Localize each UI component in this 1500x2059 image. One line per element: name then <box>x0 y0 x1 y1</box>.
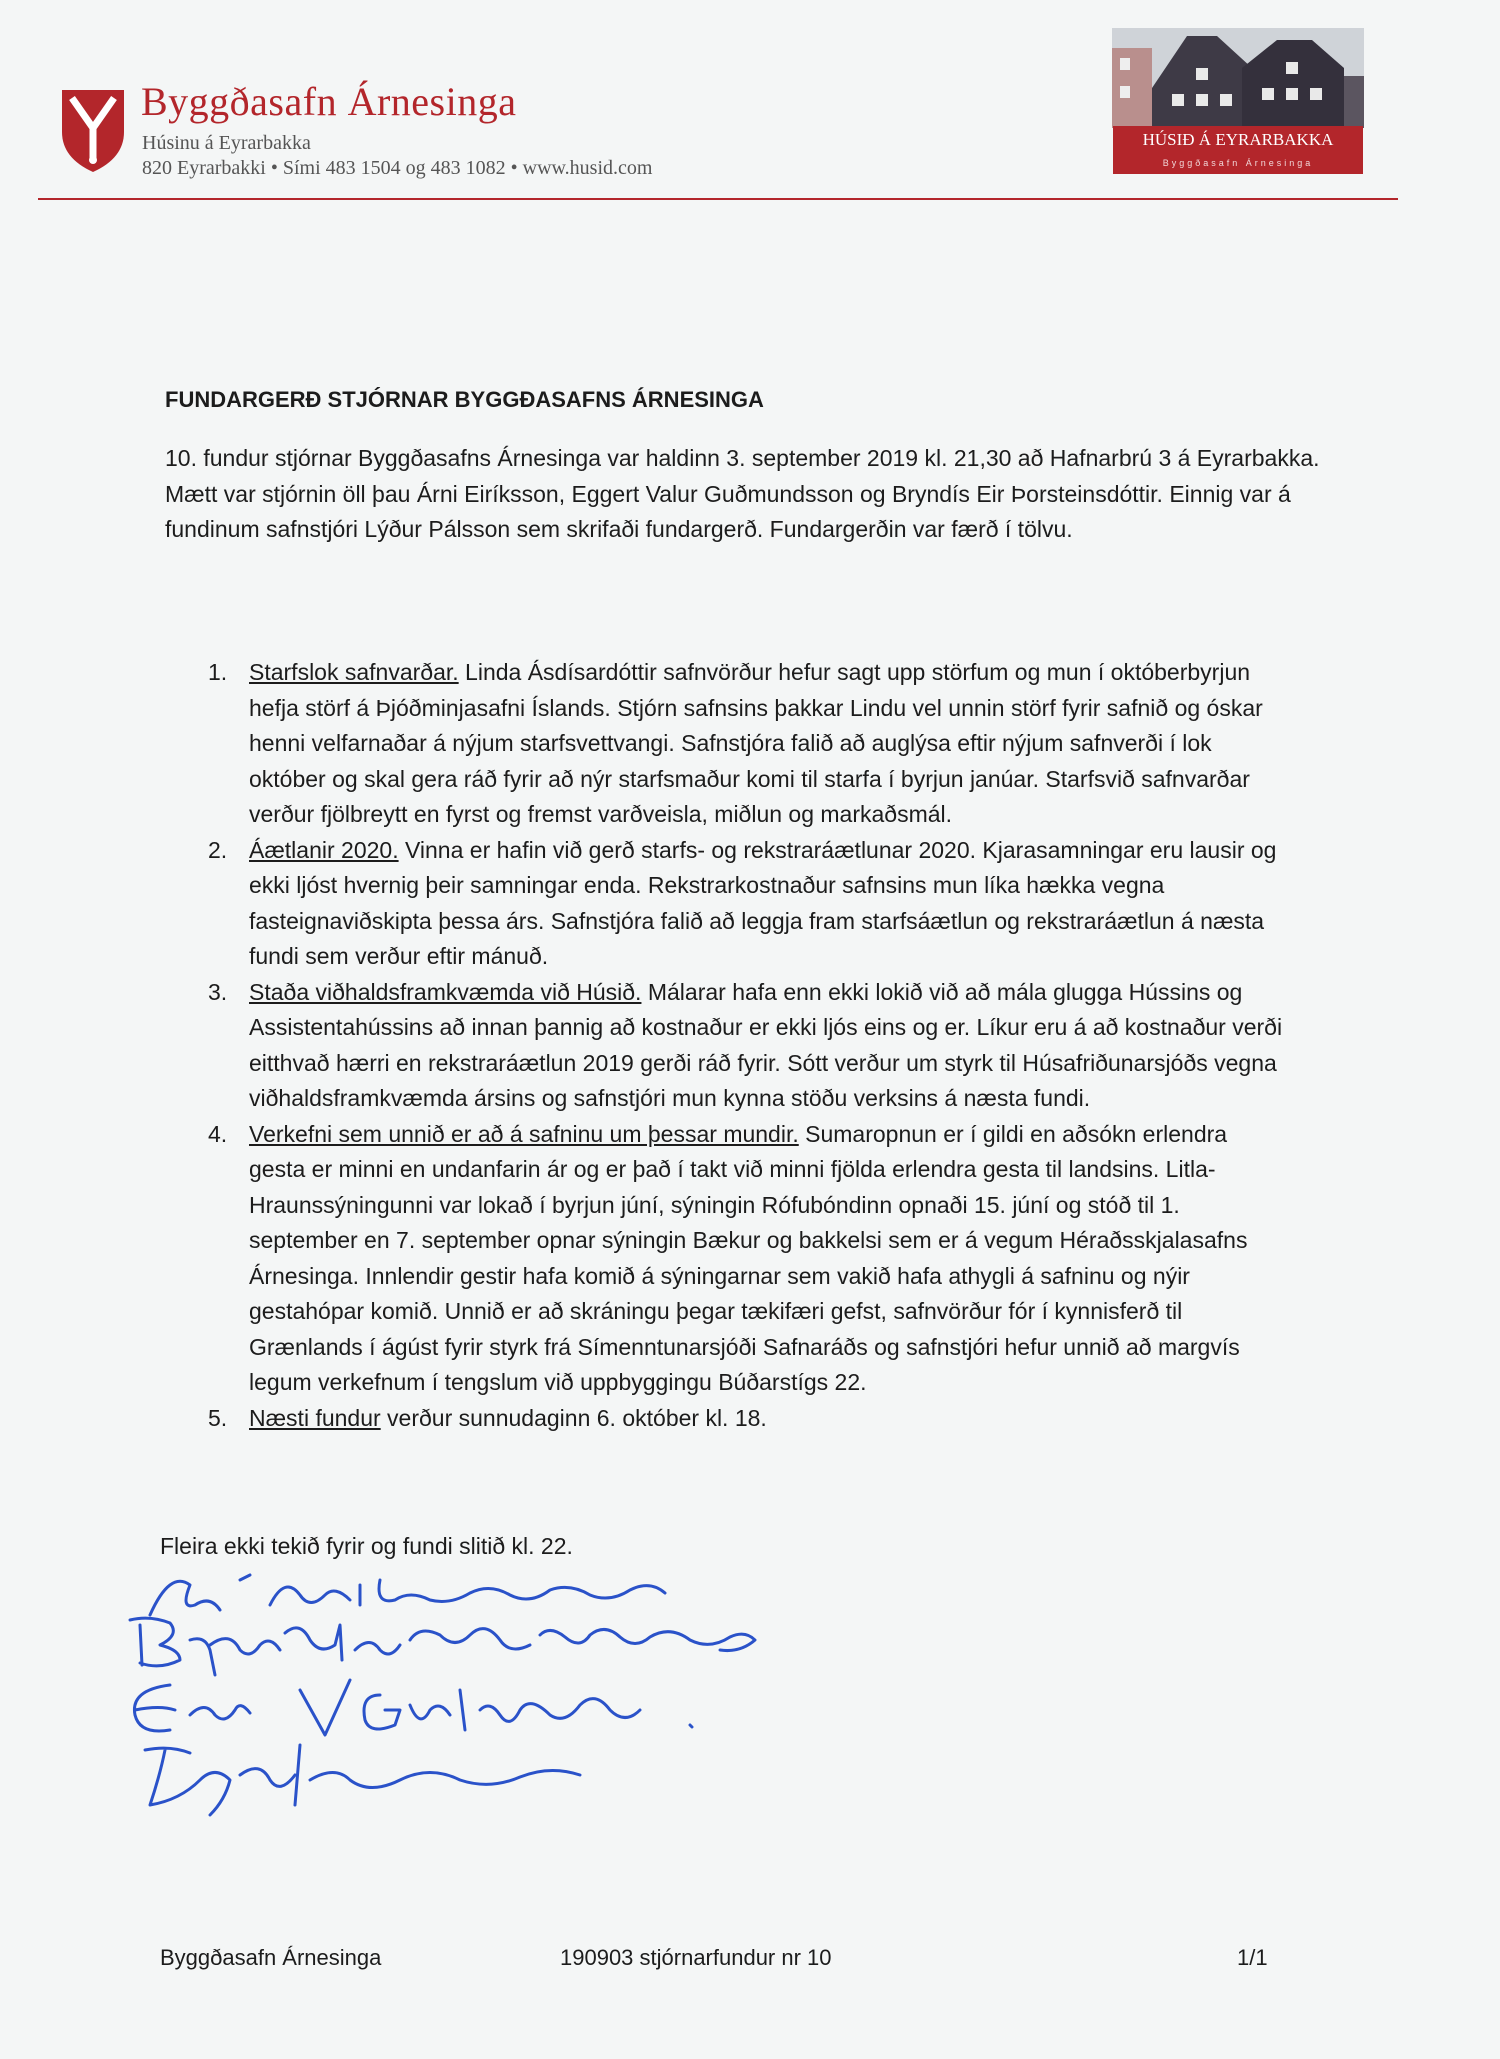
agenda-item-text: Vinna er hafin við gerð starfs- og rekstraráætlunar 2020. Kjarasamningar eru lausir og ekki ljóst hvernig þeir samningar enda. Rekstrarkostnaður safnsins mun líka hækka vegna fasteignaviðskipta þessa árs. Safnstjóra falið að leggja fram starfsáætlun og rekstraráætlun á næsta fundi sem verður eftir mánuð. <box>249 836 1277 969</box>
agenda-item-text: Sumaropnun er í gildi en aðsókn erlendra gesta er minni en undanfarin ár og er það í takt við minni fjölda erlendra gesta til landsins. Litla-Hraunssýningunni var lokað í byrjun júní, sýningin Rófubóndinn opnaði 15. júní og stóð til 1. september en 7. september opnar sýningin Bækur og bakkelsi sem er á vegum Héraðsskjalasafns Árnesinga. Innlendir gestir hafa komið á sýningarnar sem vakið hafa athygli á safninu og nýir gestahópar komið. Unnið er að skráningu þegar tækifæri gefst, safnvörður fór í kynnisferð til Grænlands í ágúst fyrir styrk frá Símenntunarsjóði Safnaráðs og safnstjóri hefur unnið að margvís legum verkefnum í tengslum við uppbyggingu Búðarstígs 22. <box>249 1120 1248 1395</box>
footer-page-number: 1/1 <box>1237 1945 1268 1970</box>
agenda-item-body <box>249 1401 1289 1437</box>
document-title: FUNDARGERÐ STJÓRNAR BYGGÐASAFNS ÁRNESINGA <box>165 387 764 412</box>
agenda-item <box>0 1117 1500 1401</box>
agenda-item-body <box>249 833 1289 975</box>
agenda-item-heading: Áætlanir 2020. <box>249 836 399 863</box>
org-subtitle: Húsinu á Eyrarbakka <box>142 132 311 154</box>
org-address: 820 Eyrarbakki • Sími 483 1504 og 483 1082 • www.husid.com <box>142 157 653 179</box>
agenda-item-heading: Verkefni sem unnið er að á safninu um þessar mundir. <box>249 1120 799 1147</box>
agenda-item-number: 3. <box>208 978 228 1005</box>
house-logo-title: HÚSIÐ Á EYRARBAKKA <box>1113 126 1363 154</box>
museum-shield-logo-icon <box>60 88 126 174</box>
footer-org-name: Byggðasafn Árnesinga <box>160 1945 382 1970</box>
agenda-list <box>0 655 1500 1436</box>
agenda-item <box>0 975 1500 1117</box>
agenda-item-number: 2. <box>208 836 228 863</box>
agenda-item-heading: Staða viðhaldsframkvæmda við Húsið. <box>249 978 642 1005</box>
agenda-item-heading: Næsti fundur <box>249 1404 381 1431</box>
handwritten-signatures <box>110 1565 870 1825</box>
agenda-item-text: Linda Ásdísardóttir safnvörður hefur sagt upp störfum og mun í októberbyrjun hefja störf á Þjóðminjasafni Íslands. Stjórn safnsins þakkar Lindu vel unnin störf fyrir safnið og óskar henni velfarnaðar á nýjum starfsvettvangi. Safnstjóra falið að auglýsa eftir nýjum safnverði í lok október og skal gera ráð fyrir að nýr starfsmaður komi til starfa í byrjun janúar. Starfsvið safnvarðar verður fjölbreytt en fyrst og fremst varðveisla, miðlun og markaðsmál. <box>249 659 1263 827</box>
agenda-item <box>0 833 1500 975</box>
agenda-item-body <box>249 1117 1289 1401</box>
footer-document-id: 190903 stjórnarfundur nr 10 <box>560 1945 832 1970</box>
org-name: Byggðasafn Árnesinga <box>141 79 517 124</box>
agenda-item <box>0 1401 1500 1437</box>
intro-paragraph: 10. fundur stjórnar Byggðasafns Árnesinga var haldinn 3. september 2019 kl. 21,30 að Hafnarbrú 3 á Eyrarbakka. Mætt var stjórnin öll þau Árni Eiríksson, Eggert Valur Guðmundsson og Bryndís Eir Þorsteinsdóttir. Einnig var á fundinum safnstjóri Lýður Pálsson sem skrifaði fundargerð. Fundargerðin var færð í tölvu. <box>165 445 1320 542</box>
agenda-item-number: 5. <box>208 1404 228 1431</box>
agenda-item-text: verður sunnudaginn 6. október kl. 18. <box>380 1404 767 1431</box>
agenda-item-body <box>249 655 1289 833</box>
agenda-item-heading: Starfslok safnvarðar. <box>249 659 459 685</box>
agenda-item-number: 1. <box>208 659 228 685</box>
house-logo-subtitle: Byggðasafn Árnesinga <box>1113 154 1363 174</box>
agenda-item-number: 4. <box>208 1120 228 1147</box>
agenda-item-text: Málarar hafa enn ekki lokið við að mála glugga Hússins og Assistentahússins að innan þannig að kostnaður er ekki ljós eins og er. Líkur eru á að kostnaður verði eitthvað hærri en rekstraráætlun 2019 gerði ráð fyrir. Sótt verður um styrk til Húsafriðunarsjóðs vegna viðhaldsframkvæmda ársins og safnstjóri mun kynna stöðu verksins á næsta fundi. <box>249 978 1283 1111</box>
agenda-item <box>0 655 1500 833</box>
closing-statement: Fleira ekki tekið fyrir og fundi slitið kl. 22. <box>160 1533 573 1559</box>
header-divider <box>38 198 1398 200</box>
agenda-item-body <box>249 975 1289 1117</box>
